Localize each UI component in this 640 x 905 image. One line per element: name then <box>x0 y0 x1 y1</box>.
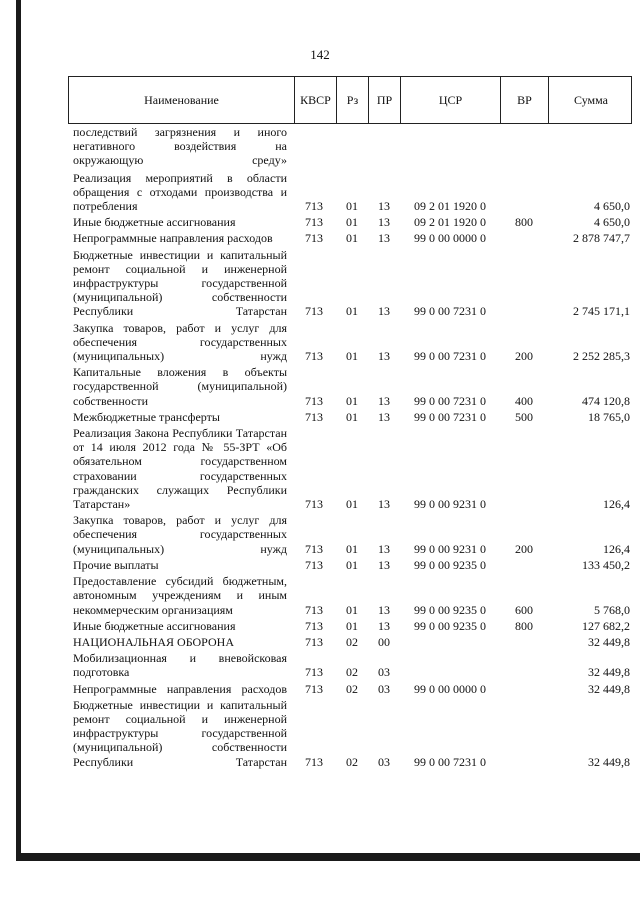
scan-left-border <box>16 0 21 860</box>
cell-vr: 800 <box>515 215 533 230</box>
cell-kvsr: 713 <box>305 618 323 633</box>
cell-kvsr: 713 <box>305 602 323 617</box>
cell-csr: 99 0 00 7231 0 <box>414 304 486 319</box>
cell-pr: 13 <box>378 541 390 556</box>
cell-vr: 200 <box>515 541 533 556</box>
row-name: НАЦИОНАЛЬНАЯ ОБОРОНА <box>73 634 234 649</box>
cell-csr: 99 0 00 9235 0 <box>414 557 486 572</box>
cell-sum: 5 768,0 <box>594 602 630 617</box>
cell-csr: 09 2 01 1920 0 <box>414 199 486 214</box>
table-row <box>68 321 632 364</box>
cell-sum: 2 745 171,1 <box>573 304 630 319</box>
table-row <box>68 426 632 511</box>
cell-csr: 09 2 01 1920 0 <box>414 215 486 230</box>
table-row <box>68 682 632 696</box>
page-number: 142 <box>310 47 330 62</box>
table-row <box>68 410 632 424</box>
cell-sum: 18 765,0 <box>588 409 630 424</box>
table-row <box>68 698 632 769</box>
cell-rz: 02 <box>346 634 358 649</box>
cell-sum: 126,4 <box>603 541 630 556</box>
cell-csr: 99 0 00 9231 0 <box>414 497 486 512</box>
header-csr: ЦСР <box>401 77 501 123</box>
cell-csr: 99 0 00 7231 0 <box>414 393 486 408</box>
row-name: Непрограммные направления расходов <box>73 681 287 696</box>
cell-rz: 01 <box>346 304 358 319</box>
cell-rz: 01 <box>346 409 358 424</box>
cell-pr: 13 <box>378 409 390 424</box>
cell-csr: 99 0 00 7231 0 <box>414 754 486 769</box>
cell-sum: 4 650,0 <box>594 215 630 230</box>
header-name: Наименование <box>69 77 295 123</box>
row-name: Закупка товаров, работ и услуг для обеспечения государственных (муниципальных) нужд <box>73 513 287 556</box>
row-name: Мобилизационная и вневойсковая подготовка <box>73 651 287 680</box>
cell-pr: 13 <box>378 215 390 230</box>
cell-csr: 99 0 00 7231 0 <box>414 349 486 364</box>
cell-rz: 01 <box>346 602 358 617</box>
table-row <box>68 651 632 679</box>
table-row <box>68 619 632 633</box>
cell-csr: 99 0 00 0000 0 <box>414 681 486 696</box>
cell-pr: 00 <box>378 634 390 649</box>
cell-pr: 13 <box>378 231 390 246</box>
cell-rz: 01 <box>346 199 358 214</box>
header-vr: ВР <box>501 77 549 123</box>
cell-kvsr: 713 <box>305 541 323 556</box>
cell-rz: 02 <box>346 681 358 696</box>
row-name: Иные бюджетные ассигнования <box>73 618 236 633</box>
row-name: Иные бюджетные ассигнования <box>73 215 236 230</box>
header-rz: Рз <box>337 77 369 123</box>
cell-kvsr: 713 <box>305 199 323 214</box>
cell-rz: 01 <box>346 393 358 408</box>
cell-pr: 13 <box>378 618 390 633</box>
header-kvsr: КВСР <box>295 77 337 123</box>
scan-bottom-border <box>16 853 640 861</box>
cell-sum: 4 650,0 <box>594 199 630 214</box>
table-row <box>68 215 632 229</box>
cell-rz: 01 <box>346 215 358 230</box>
cell-sum: 474 120,8 <box>582 393 630 408</box>
row-name: Бюджетные инвестиции и капитальный ремонт социальной и инженерной инфраструктуры государственной (муниципальной) собственности Республики Татарстан <box>73 247 287 319</box>
cell-pr: 13 <box>378 199 390 214</box>
table-row <box>68 171 632 214</box>
cell-kvsr: 713 <box>305 393 323 408</box>
header-sum: Сумма <box>574 92 608 107</box>
row-name: Капитальные вложения в объекты государственной (муниципальной) собственности <box>73 365 287 408</box>
cell-pr: 13 <box>378 557 390 572</box>
table-header <box>68 76 632 124</box>
cell-vr: 600 <box>515 602 533 617</box>
cell-vr: 800 <box>515 618 533 633</box>
cell-pr: 03 <box>378 681 390 696</box>
cell-pr: 13 <box>378 497 390 512</box>
cell-rz: 01 <box>346 349 358 364</box>
cell-kvsr: 713 <box>305 634 323 649</box>
cell-kvsr: 713 <box>305 304 323 319</box>
cell-csr: 99 0 00 9235 0 <box>414 602 486 617</box>
cell-rz: 01 <box>346 541 358 556</box>
cell-csr: 99 0 00 9235 0 <box>414 618 486 633</box>
cell-rz: 01 <box>346 497 358 512</box>
cell-sum: 32 449,8 <box>588 665 630 680</box>
table-row <box>68 125 632 168</box>
row-name: Предоставление субсидий бюджетным, автономным учреждениям и иным некоммерческим организациям <box>73 574 287 617</box>
row-name: Межбюджетные трансферты <box>73 409 220 424</box>
cell-csr: 99 0 00 0000 0 <box>414 231 486 246</box>
cell-sum: 32 449,8 <box>588 754 630 769</box>
table-body <box>68 125 632 769</box>
cell-pr: 13 <box>378 349 390 364</box>
table-row <box>68 513 632 556</box>
cell-vr: 200 <box>515 349 533 364</box>
cell-rz: 02 <box>346 665 358 680</box>
cell-vr: 400 <box>515 393 533 408</box>
cell-kvsr: 713 <box>305 754 323 769</box>
cell-kvsr: 713 <box>305 215 323 230</box>
cell-rz: 01 <box>346 557 358 572</box>
cell-pr: 03 <box>378 665 390 680</box>
cell-rz: 02 <box>346 754 358 769</box>
cell-pr: 13 <box>378 602 390 617</box>
cell-kvsr: 713 <box>305 557 323 572</box>
row-name: Прочие выплаты <box>73 557 159 572</box>
cell-kvsr: 713 <box>305 349 323 364</box>
header-pr: ПР <box>369 77 401 123</box>
row-name: Закупка товаров, работ и услуг для обеспечения государственных (муниципальных) нужд <box>73 320 287 364</box>
cell-sum: 127 682,2 <box>582 618 630 633</box>
row-name: Непрограммные направления расходов <box>73 231 273 246</box>
cell-csr: 99 0 00 9231 0 <box>414 541 486 556</box>
cell-sum: 133 450,2 <box>582 557 630 572</box>
cell-sum: 32 449,8 <box>588 634 630 649</box>
row-name: Реализация Закона Республики Татарстан от 14 июля 2012 года № 55-ЗРТ «Об обязательном государственном страховании государственных гражданских служащих Республики Татарстан» <box>73 426 287 512</box>
cell-sum: 2 878 747,7 <box>573 231 630 246</box>
cell-vr: 500 <box>515 409 533 424</box>
cell-rz: 01 <box>346 231 358 246</box>
cell-kvsr: 713 <box>305 409 323 424</box>
table-row <box>68 231 632 245</box>
cell-sum: 2 252 285,3 <box>573 349 630 364</box>
cell-pr: 03 <box>378 754 390 769</box>
cell-sum: 32 449,8 <box>588 681 630 696</box>
table-row <box>68 558 632 572</box>
cell-pr: 13 <box>378 393 390 408</box>
row-name: последствий загрязнения и иного негативного воздействия на окружающую среду» <box>73 125 287 168</box>
table-row <box>68 365 632 408</box>
cell-kvsr: 713 <box>305 231 323 246</box>
cell-csr: 99 0 00 7231 0 <box>414 409 486 424</box>
cell-pr: 13 <box>378 304 390 319</box>
table-row <box>68 574 632 617</box>
row-name: Реализация мероприятий в области обращения с отходами производства и потребления <box>73 170 287 214</box>
cell-kvsr: 713 <box>305 681 323 696</box>
cell-kvsr: 713 <box>305 497 323 512</box>
table-row <box>68 635 632 649</box>
cell-rz: 01 <box>346 618 358 633</box>
cell-sum: 126,4 <box>603 497 630 512</box>
cell-kvsr: 713 <box>305 665 323 680</box>
row-name: Бюджетные инвестиции и капитальный ремонт социальной и инженерной инфраструктуры государственной (муниципальной) собственности Республики Татарстан <box>73 697 287 769</box>
table-row <box>68 248 632 319</box>
